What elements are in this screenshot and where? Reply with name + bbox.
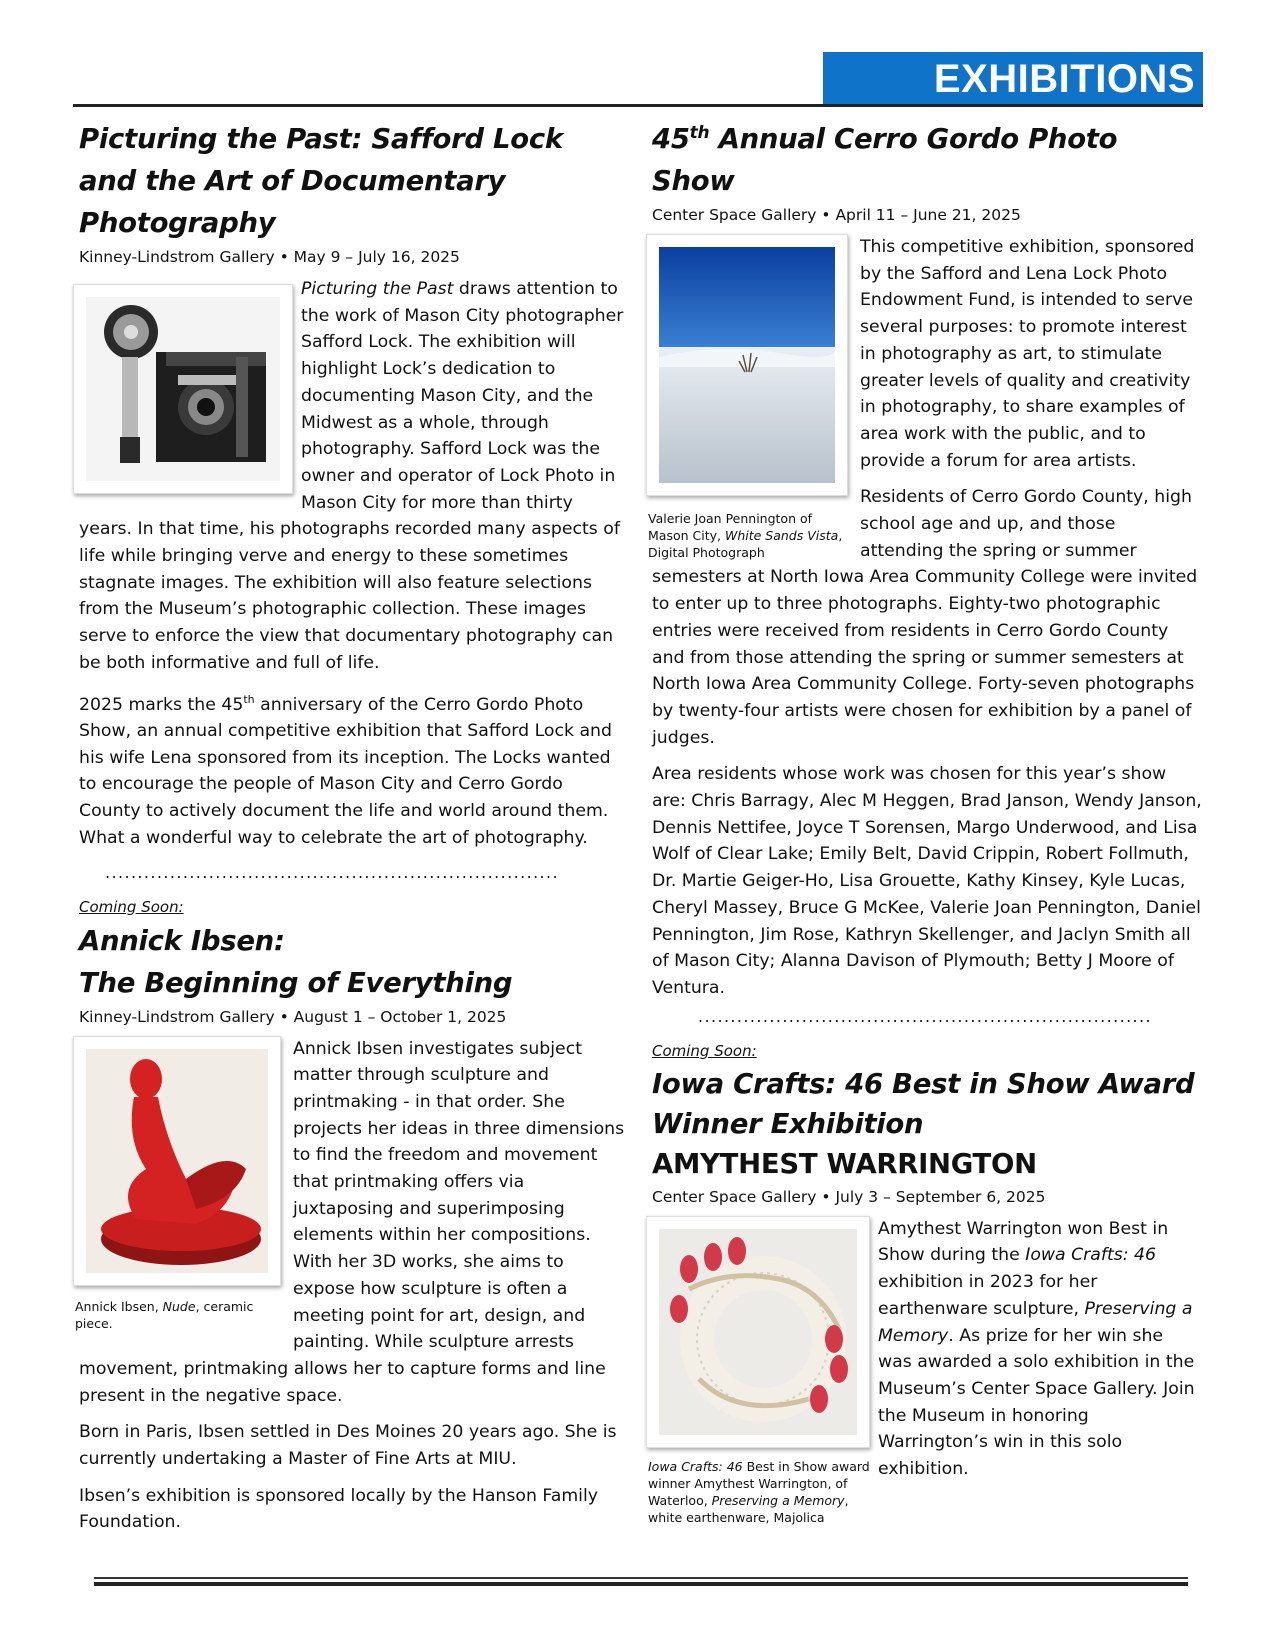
article-body-paragraph: Area residents whose work was chosen for this year’s show are: Chris Barragy, Alec M Heggen, Brad Janson, Wendy Janson, Dennis Nettifee, Joyce T Sorensen, Margo Underwood, and Lisa Wolf of Clear Lake; Emily Belt, David Crippin, Robert Follmuth, Dr. Martie Geiger-Ho, Lisa Grouette, Kathy Kinsey, Kyle Lucas, Cheryl Massey, Bruce G McKee, Valerie Joan Pennington, Daniel Pennington, Jim Rose, Kathryn Skellenger, and Jaclyn Smith all of Mason City; Alanna Davison of Plymouth; Betty J Moore of Ventura. — [652, 764, 1202, 998]
wreath-photo — [646, 1216, 870, 1448]
article-venue: Kinney-Lindstrom Gallery • August 1 – October 1, 2025 — [79, 1007, 507, 1026]
article-body-paragraph: Born in Paris, Ibsen settled in Des Moines 20 years ago. She is currently undertaking a Master of Fine Arts at MIU. — [79, 1422, 617, 1470]
section-banner: EXHIBITIONS — [823, 52, 1203, 104]
camera-figure — [73, 284, 293, 494]
article-venue: Center Space Gallery • July 3 – September 6, 2025 — [652, 1187, 1046, 1206]
coming-soon-label: Coming Soon: — [79, 897, 184, 916]
white-sands-figure — [646, 234, 852, 561]
article-title-picturing-the-past: Picturing the Past: Safford Lock and the Art of Documentary Photography — [79, 123, 563, 239]
white-sands-caption: Valerie Joan Pennington of Mason City, White Sands Vista, Digital Photograph — [648, 511, 843, 560]
sculpture-caption: Annick Ibsen, Nude, ceramic piece. — [75, 1298, 254, 1331]
wreath-caption: Iowa Crafts: 46 Best in Show award winner Amythest Warrington, of Waterloo, Preserving a Memory, white earthenware, Majolica — [648, 1458, 870, 1525]
section-divider: ...................................................................... — [105, 862, 560, 882]
top-rule — [73, 104, 1203, 107]
red-ceramic-sculpture-image — [86, 1049, 268, 1273]
preserving-a-memory-wreath-image — [659, 1229, 857, 1435]
article-body-paragraph: This competitive exhibition, sponsored by the Safford and Lena Lock Photo Endowment Fund, is intended to serve several purposes: to promote interest in photography as art, to stimulate greater levels of quality and creativity in photography, to share examples of area work with the public, and to provide a forum for area artists. — [860, 237, 1195, 471]
wreath-figure — [646, 1216, 870, 1526]
article-title-annick-ibsen: Annick Ibsen: The Beginning of Everything — [79, 924, 513, 999]
sculpture-figure — [73, 1036, 285, 1332]
coming-soon-label: Coming Soon: — [652, 1041, 757, 1060]
article-title-photo-show: 45th Annual Cerro Gordo Photo Show — [652, 122, 1118, 197]
white-sands-photo — [646, 234, 848, 496]
right-column — [648, 118, 1202, 1528]
section-divider: ...................................................................... — [698, 1006, 1153, 1026]
article-body-paragraph: Amythest Warrington won Best in Show during the Iowa Crafts: 46 exhibition in 2023 for her earthenware sculpture, Preserving a Memory. As prize for her win she was awarded a solo exhibition in the Museum’s Center Space Gallery. Join the Museum in honoring Warrington’s win in this solo exhibition. — [878, 1218, 1195, 1480]
article-title-iowa-crafts: Iowa Crafts: 46 Best in Show Award Winner Exhibition AMYTHEST WARRINGTON — [652, 1067, 1195, 1180]
article-body-paragraph: Picturing the Past draws attention to the work of Mason City photographer Safford Lock. The exhibition will highlight Lock’s dedication to documenting Mason City, and the Midwest as a whole, through photography. Safford Lock was the owner and operator of Lock Photo in Mason City for more than thirty years. In that time, his photographs recorded many aspects of life while bringing verve and energy to these sometimes stagnate images. The exhibition will also feature selections from the Museum’s photographic collection. These images serve to enforce the view that documentary photography can be both informative and full of life. — [79, 279, 624, 673]
article-body-paragraph: Ibsen’s exhibition is sponsored locally by the Hanson Family Foundation. — [79, 1485, 599, 1533]
article-venue: Kinney-Lindstrom Gallery • May 9 – July 16, 2025 — [79, 248, 460, 266]
camera-photo — [73, 284, 293, 494]
article-body-paragraph: Annick Ibsen investigates subject matter through sculpture and printmaking - in that order. She projects her ideas in three dimensions to find the freedom and movement that printmaking offers via juxtaposing and superimposing elements within her compositions. With her 3D works, she aims to expose how sculpture is often a meeting point for art, design, and painting. While sculpture arrests movement, printmaking allows her to capture forms and line present in the negative space. — [79, 1038, 625, 1406]
press-camera-image — [86, 297, 280, 481]
bottom-rule — [94, 1577, 1188, 1579]
sculpture-photo — [73, 1036, 281, 1286]
article-venue: Center Space Gallery • April 11 – June 21, 2025 — [652, 206, 1021, 224]
white-sands-vista-image — [659, 247, 835, 483]
article-body-paragraph: 2025 marks the 45th anniversary of the Cerro Gordo Photo Show, an annual competitive exhibition that Safford Lock and his wife Lena sponsored from its inception. The Locks wanted to encourage the people of Mason City and Cerro Gordo County to actively document the life and world around them. What a wonderful way to celebrate the art of photography. — [79, 692, 612, 848]
left-column — [75, 118, 627, 1546]
bottom-rule — [94, 1582, 1188, 1586]
article-body-paragraph: Residents of Cerro Gordo County, high school age and up, and those attending the spring or summer semesters at North Iowa Area Community College were invited to enter up to three photographs. Eighty-two photographic entries were received from residents in Cerro Gordo County and from those attending the spring or summer semesters at North Iowa Area Community College. Forty-seven photographs by twenty-four artists were chosen for exhibition by a panel of judges. — [652, 487, 1198, 748]
